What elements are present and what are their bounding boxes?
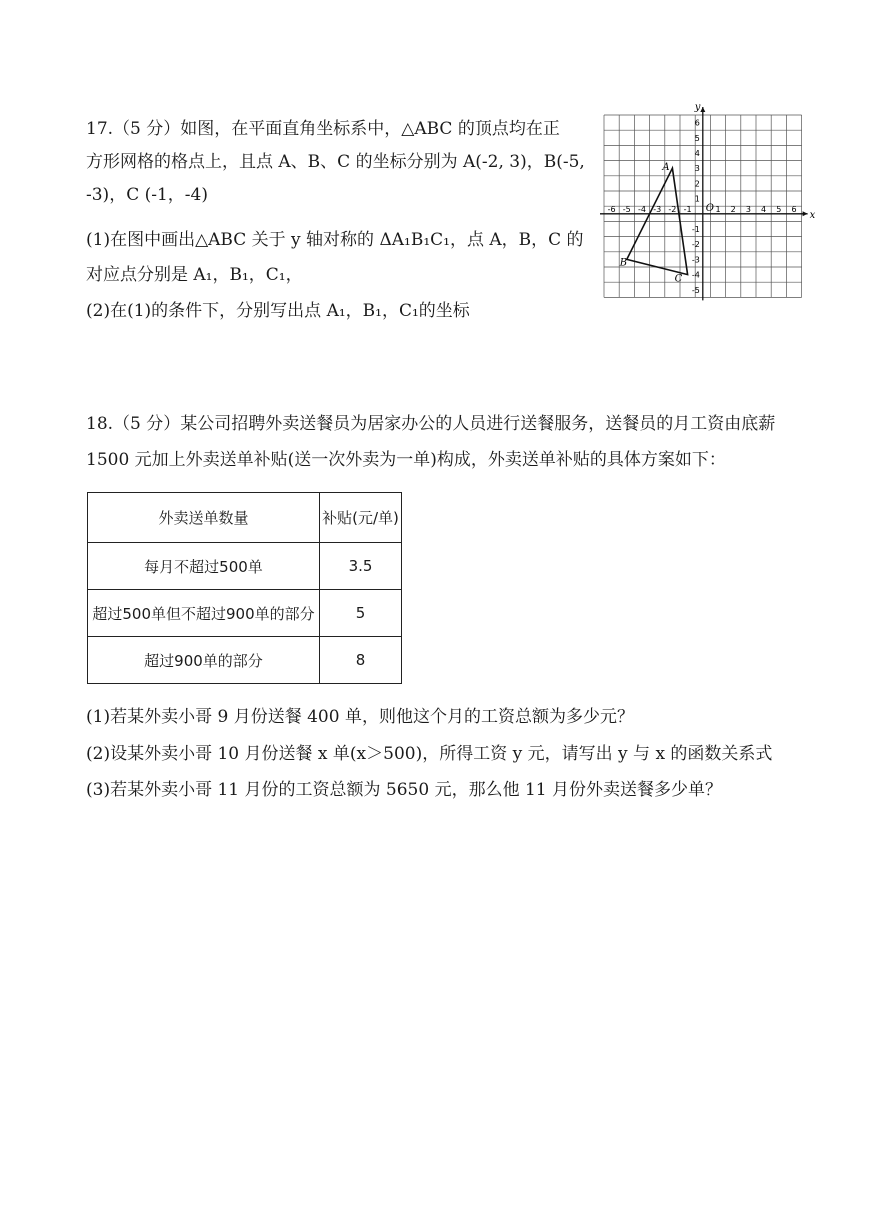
y-tick-label: -5	[691, 285, 700, 295]
point-label-a: A	[662, 162, 670, 174]
x-tick-label: -2	[668, 204, 677, 214]
table-row	[88, 590, 402, 637]
table-cell: 3.5	[320, 543, 402, 590]
x-tick-label: 2	[730, 204, 736, 214]
x-tick-label: 1	[715, 204, 721, 214]
q17-line-4: (1)在图中画出△ABC 关于 y 轴对称的 ΔA₁B₁C₁，点 A，B，C 的	[86, 230, 584, 250]
x-axis-arrow-icon	[803, 211, 808, 216]
y-tick-label: -2	[691, 240, 700, 250]
point-label-b: B	[619, 257, 628, 269]
x-tick-label: -1	[683, 204, 692, 214]
table-header-row	[88, 493, 402, 543]
y-tick-label: 2	[694, 179, 700, 189]
x-tick-label: 4	[761, 204, 767, 214]
x-tick-label: 6	[791, 204, 797, 214]
q17-line-5: 对应点分别是 A₁，B₁，C₁，	[86, 265, 303, 285]
q18-sub-question-2: (2)设某外卖小哥 10 月份送餐 x 单(x＞500)，所得工资 y 元，请写出 y 与 x 的函数关系式	[86, 744, 773, 764]
q17-line-3: -3)，C (-1，-4)	[86, 185, 208, 205]
table-row	[88, 637, 402, 684]
y-tick-label: 3	[694, 164, 700, 174]
y-tick-label: 1	[694, 194, 700, 204]
table-cell: 每月不超过500单	[88, 543, 320, 590]
y-tick-label: -3	[691, 255, 700, 265]
q18-sub-question-1: (1)若某外卖小哥 9 月份送餐 400 单，则他这个月的工资总额为多少元？	[86, 707, 634, 727]
subsidy-table	[87, 492, 402, 684]
q18-sub-question-3: (3)若某外卖小哥 11 月份的工资总额为 5650 元，那么他 11 月份外卖送餐多少单？	[86, 780, 723, 800]
q18-line-2: 1500 元加上外卖送单补贴(送一次外卖为一单)构成，外卖送单补贴的具体方案如下：	[86, 450, 726, 470]
table-header-quantity: 外卖送单数量	[88, 493, 320, 543]
y-axis-label: y	[694, 102, 701, 113]
q17-line-6: (2)在(1)的条件下，分别写出点 A₁，B₁，C₁的坐标	[86, 301, 470, 321]
y-tick-label: 4	[694, 149, 700, 158]
table-header-subsidy: 补贴(元/单)	[320, 493, 402, 543]
table-cell: 8	[320, 637, 402, 684]
x-tick-label: -6	[607, 204, 616, 214]
table-cell: 超过900单的部分	[88, 637, 320, 684]
q17-line-1: 17.（5 分）如图，在平面直角坐标系中，△ABC 的顶点均在正	[86, 119, 560, 139]
q17-line-2: 方形网格的格点上，且点 A、B、C 的坐标分别为 A(-2, 3)，B(-5,	[86, 152, 585, 172]
table-cell: 超过500单但不超过900单的部分	[88, 590, 320, 637]
y-tick-label: 5	[694, 133, 700, 143]
x-tick-label: -4	[638, 204, 646, 214]
point-label-c: C	[674, 273, 683, 285]
table-cell: 5	[320, 590, 402, 637]
x-tick-label: 3	[745, 204, 751, 214]
y-tick-label: -1	[691, 225, 700, 234]
x-axis-label: x	[809, 209, 816, 221]
coordinate-grid-figure	[590, 98, 816, 303]
y-tick-label: 6	[694, 118, 700, 128]
q18-line-1: 18.（5 分）某公司招聘外卖送餐员为居家办公的人员进行送餐服务，送餐员的月工资由底薪	[86, 414, 776, 434]
table-row	[88, 543, 402, 590]
origin-label: O	[705, 202, 715, 214]
y-axis-arrow-icon	[700, 107, 705, 112]
x-tick-label: -5	[622, 204, 631, 214]
x-tick-label: 5	[776, 204, 782, 214]
y-tick-label: -4	[691, 270, 700, 280]
x-tick-label: -3	[653, 204, 662, 214]
